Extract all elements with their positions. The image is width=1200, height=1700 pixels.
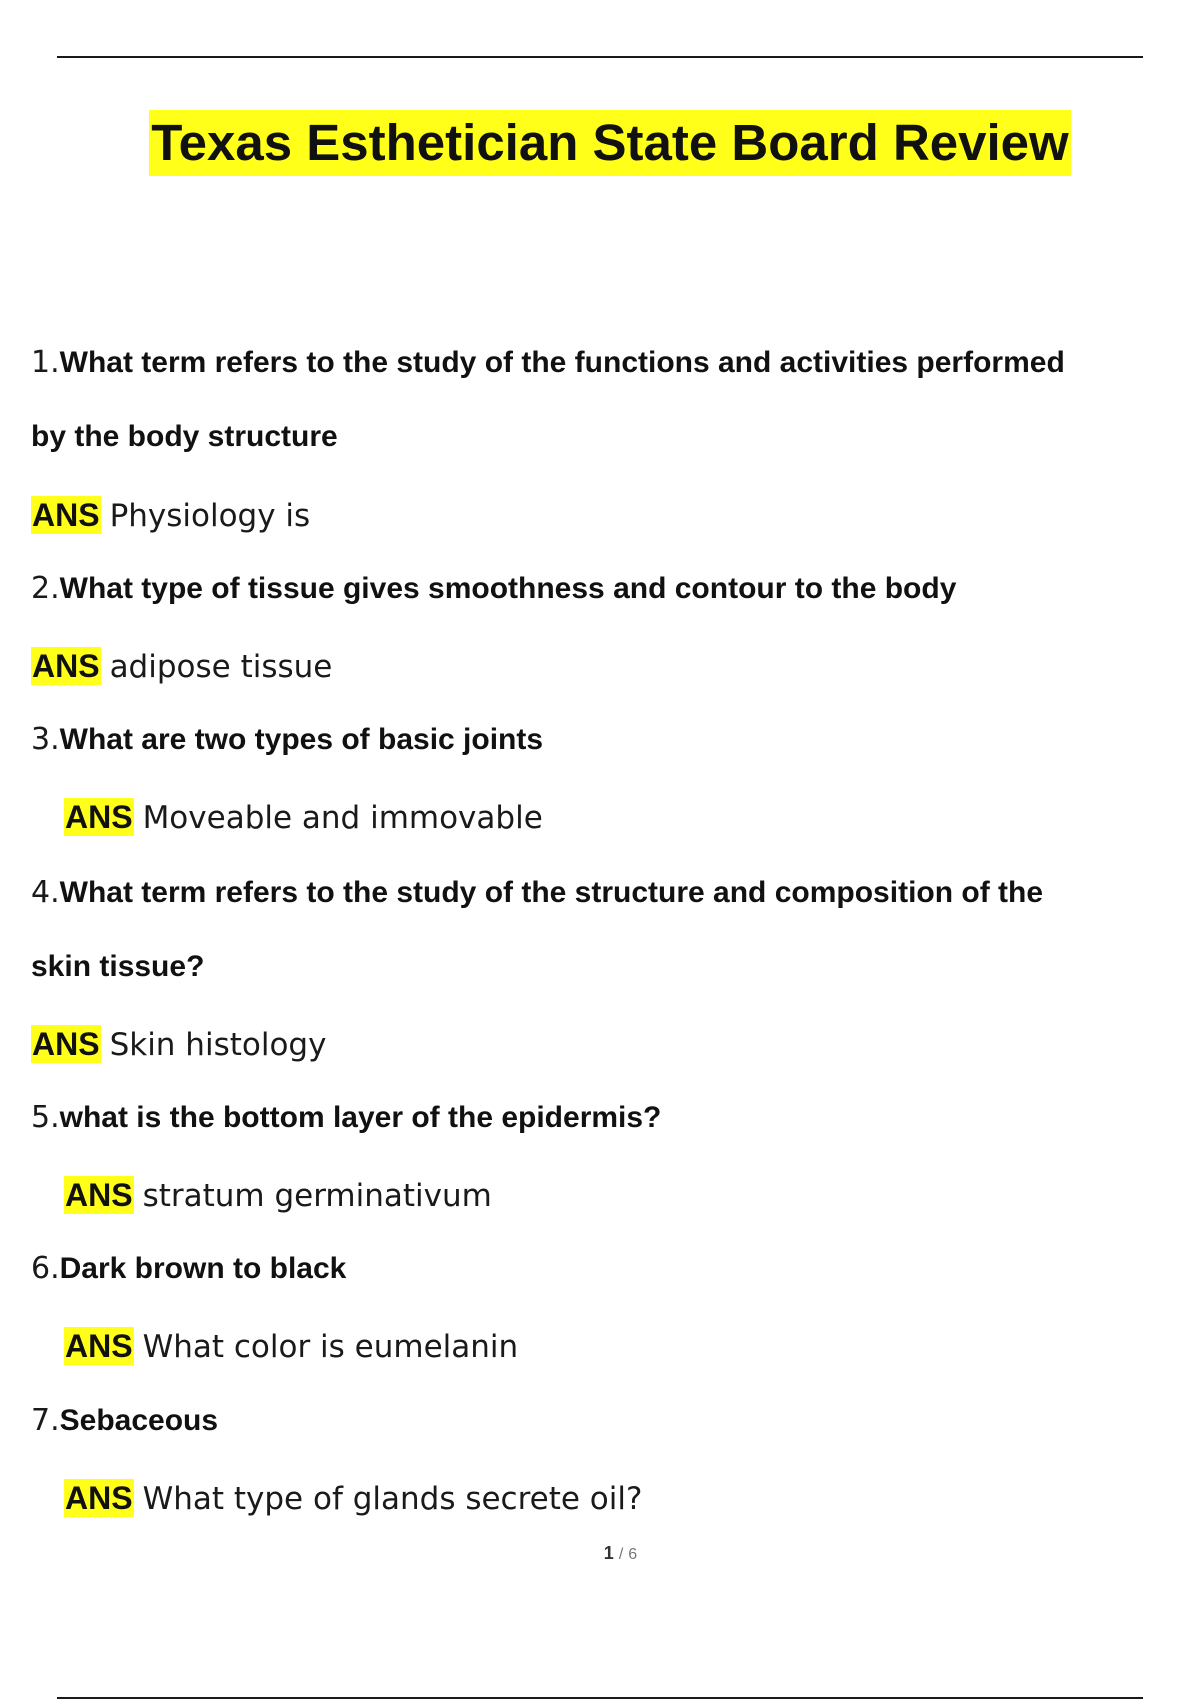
ans-label: ANS bbox=[32, 648, 100, 684]
page-separator: / bbox=[618, 1546, 624, 1563]
question-text: what is the bottom layer of the epidermis? bbox=[59, 1101, 662, 1134]
title-wrap bbox=[0, 110, 1200, 176]
ans-label: ANS bbox=[32, 1026, 100, 1062]
answer-6 bbox=[64, 1327, 518, 1365]
question-text: What term refers to the study of the functions and activities performed bbox=[59, 346, 1065, 379]
answer-5 bbox=[64, 1176, 492, 1214]
question-number: 3. bbox=[31, 722, 60, 757]
question-1-line-1 bbox=[31, 345, 1065, 380]
total-pages: 6 bbox=[628, 1546, 638, 1563]
answer-text: adipose tissue bbox=[109, 649, 333, 685]
question-number: 4. bbox=[31, 875, 60, 910]
question-3-line-1 bbox=[31, 722, 543, 757]
answer-3 bbox=[64, 798, 543, 836]
question-number: 6. bbox=[31, 1251, 60, 1286]
question-4-line-2 bbox=[31, 950, 204, 984]
question-7-line-1 bbox=[31, 1403, 218, 1438]
question-text: What term refers to the study of the structure and composition of the bbox=[59, 876, 1044, 909]
answer-text: Moveable and immovable bbox=[142, 800, 543, 836]
question-text: What are two types of basic joints bbox=[59, 723, 544, 756]
question-4-line-1 bbox=[31, 875, 1043, 910]
question-text: Sebaceous bbox=[59, 1404, 219, 1437]
ans-label: ANS bbox=[65, 1328, 133, 1364]
page-indicator bbox=[0, 1543, 1200, 1564]
ans-label: ANS bbox=[65, 1480, 133, 1516]
question-number: 7. bbox=[31, 1403, 60, 1438]
question-5-line-1 bbox=[31, 1100, 661, 1135]
question-text: What type of tissue gives smoothness and contour to the body bbox=[59, 572, 957, 605]
question-text: by the body structure bbox=[31, 420, 338, 453]
question-text: skin tissue? bbox=[31, 950, 205, 983]
question-number: 5. bbox=[31, 1100, 60, 1135]
answer-7 bbox=[64, 1479, 642, 1517]
answer-text: stratum germinativum bbox=[142, 1178, 492, 1214]
answer-4 bbox=[31, 1025, 326, 1063]
answer-2 bbox=[31, 647, 332, 685]
question-number: 2. bbox=[31, 571, 60, 606]
ans-label: ANS bbox=[65, 1177, 133, 1213]
question-6-line-1 bbox=[31, 1251, 346, 1286]
question-1-line-2 bbox=[31, 420, 338, 454]
top-rule bbox=[57, 56, 1143, 58]
ans-label: ANS bbox=[32, 497, 100, 533]
question-number: 1. bbox=[31, 345, 60, 380]
answer-text: What color is eumelanin bbox=[142, 1329, 519, 1365]
question-2-line-1 bbox=[31, 571, 956, 606]
current-page: 1 bbox=[603, 1543, 614, 1563]
answer-1 bbox=[31, 496, 310, 534]
bottom-rule bbox=[57, 1697, 1143, 1699]
question-text: Dark brown to black bbox=[59, 1252, 347, 1285]
answer-text: Skin histology bbox=[109, 1027, 327, 1063]
answer-text: Physiology is bbox=[109, 498, 311, 534]
document-title: Texas Esthetician State Board Review bbox=[149, 110, 1070, 176]
answer-text: What type of glands secrete oil? bbox=[142, 1481, 643, 1517]
ans-label: ANS bbox=[65, 799, 133, 835]
